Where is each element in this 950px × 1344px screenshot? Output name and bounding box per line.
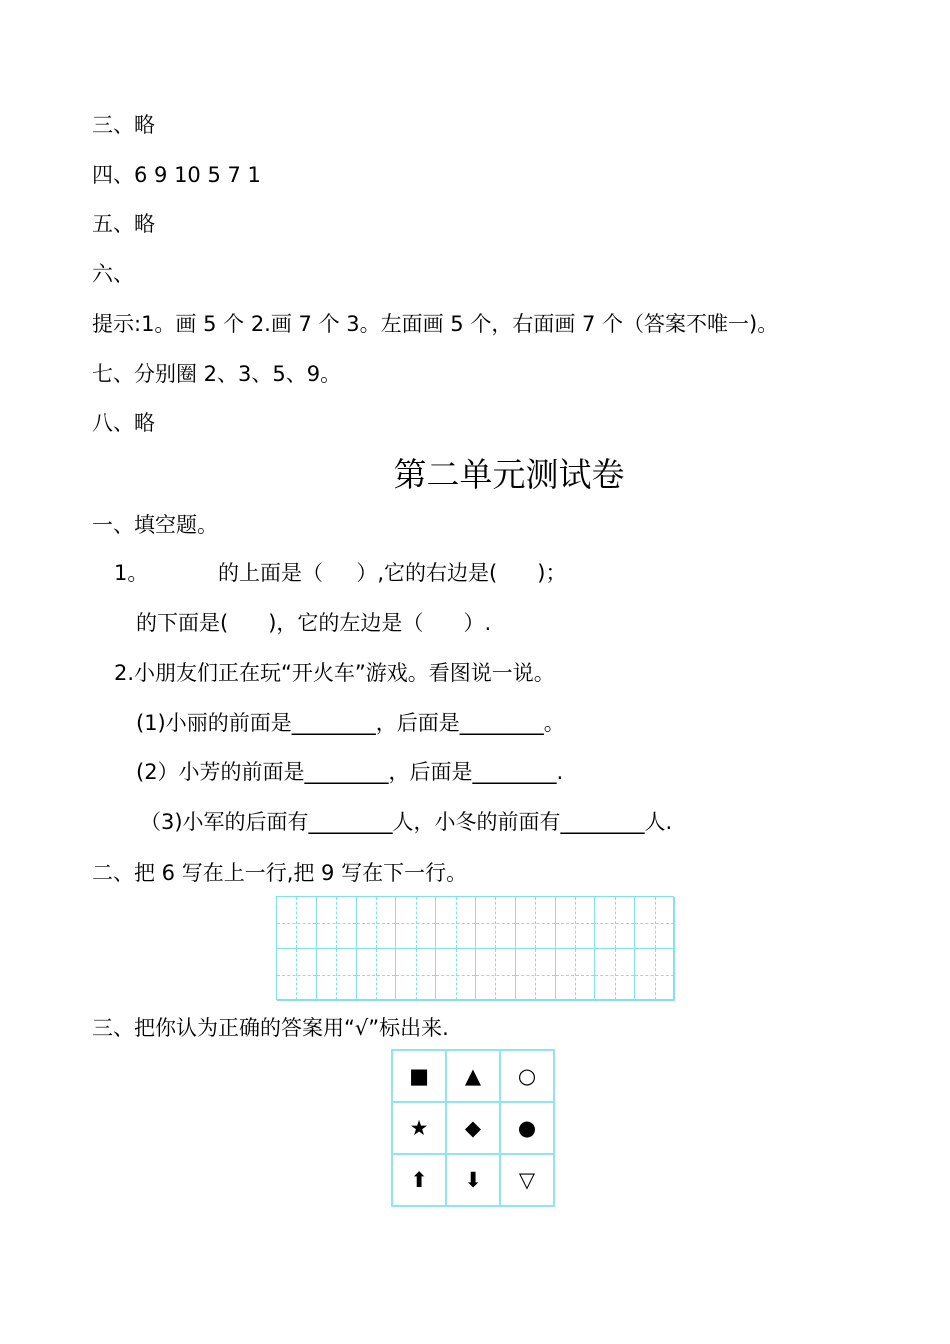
writing-grid-cell[interactable] xyxy=(635,897,675,949)
grid-guide-horizontal xyxy=(595,923,634,924)
triangle-icon[interactable]: ▲ xyxy=(446,1050,500,1102)
grid-guide-horizontal xyxy=(476,975,515,976)
question-2-part-1: (1)小丽的前面是________，后面是________。 xyxy=(136,711,565,735)
writing-grid-cell[interactable] xyxy=(516,949,556,1001)
answer-6-hint: 提示:1。画 5 个 2.画 7 个 3。左面画 5 个，右面画 7 个（答案不唯一)。 xyxy=(92,312,779,336)
grid-guide-horizontal xyxy=(595,975,634,976)
writing-grid xyxy=(276,896,674,1000)
grid-guide-horizontal xyxy=(516,923,555,924)
answer-8: 八、略 xyxy=(92,411,155,435)
writing-grid-cell[interactable] xyxy=(436,949,476,1001)
grid-guide-horizontal xyxy=(476,923,515,924)
answer-3: 三、略 xyxy=(92,113,155,137)
section-1-heading: 一、填空题。 xyxy=(92,513,218,537)
writing-grid-cell[interactable] xyxy=(556,949,596,1001)
writing-grid-cell[interactable] xyxy=(476,949,516,1001)
square-icon[interactable]: ■ xyxy=(392,1050,446,1102)
grid-guide-horizontal xyxy=(436,923,475,924)
circle-outline-icon[interactable]: ○ xyxy=(500,1050,554,1102)
answer-4: 四、6 9 10 5 7 1 xyxy=(92,163,261,187)
writing-grid-cell[interactable] xyxy=(595,949,635,1001)
grid-guide-horizontal xyxy=(635,923,674,924)
grid-guide-horizontal xyxy=(635,975,674,976)
question-2-part-2: (2）小芳的前面是________，后面是________. xyxy=(136,760,564,784)
star-icon[interactable]: ★ xyxy=(392,1102,446,1154)
writing-grid-cell[interactable] xyxy=(277,949,317,1001)
writing-grid-cell[interactable] xyxy=(635,949,675,1001)
writing-grid-cell[interactable] xyxy=(357,897,397,949)
grid-guide-horizontal xyxy=(556,975,595,976)
grid-guide-horizontal xyxy=(396,923,435,924)
circle-filled-icon[interactable]: ● xyxy=(500,1102,554,1154)
writing-grid-cell[interactable] xyxy=(516,897,556,949)
grid-guide-horizontal xyxy=(516,975,555,976)
question-2-part-3: （3)小军的后面有________人，小冬的前面有________人. xyxy=(140,810,673,834)
grid-guide-horizontal xyxy=(277,923,316,924)
grid-guide-horizontal xyxy=(277,975,316,976)
grid-guide-horizontal xyxy=(436,975,475,976)
writing-grid-cell[interactable] xyxy=(317,949,357,1001)
triangle-down-outline-icon[interactable]: ▽ xyxy=(500,1154,554,1206)
answer-7: 七、分别圈 2、3、5、9。 xyxy=(92,362,342,386)
question-1-line-1: 的上面是（ ）,它的右边是( )； xyxy=(218,561,567,585)
arrow-down-icon[interactable]: ⬇ xyxy=(446,1154,500,1206)
writing-grid-cell[interactable] xyxy=(357,949,397,1001)
writing-grid-cell[interactable] xyxy=(476,897,516,949)
section-3-heading: 三、把你认为正确的答案用“√”标出来. xyxy=(92,1016,449,1040)
grid-guide-horizontal xyxy=(357,975,396,976)
writing-grid-cell[interactable] xyxy=(396,949,436,1001)
arrow-up-icon[interactable]: ⬆ xyxy=(392,1154,446,1206)
writing-grid-cell[interactable] xyxy=(556,897,596,949)
writing-grid-cell[interactable] xyxy=(277,897,317,949)
question-1-number: 1。 xyxy=(114,561,149,585)
grid-guide-horizontal xyxy=(396,975,435,976)
grid-guide-horizontal xyxy=(556,923,595,924)
writing-grid-cell[interactable] xyxy=(317,897,357,949)
answer-5: 五、略 xyxy=(92,212,155,236)
diamond-icon[interactable]: ◆ xyxy=(446,1102,500,1154)
writing-grid-cell[interactable] xyxy=(436,897,476,949)
question-2: 2.小朋友们正在玩“开火车”游戏。看图说一说。 xyxy=(114,661,555,685)
answer-6: 六、 xyxy=(92,262,134,286)
grid-guide-horizontal xyxy=(357,923,396,924)
grid-guide-horizontal xyxy=(317,975,356,976)
section-2-heading: 二、把 6 写在上一行,把 9 写在下一行。 xyxy=(92,861,468,885)
page-title: 第二单元测试卷 xyxy=(393,455,625,494)
writing-grid-cell[interactable] xyxy=(396,897,436,949)
grid-guide-horizontal xyxy=(317,923,356,924)
question-1-line-2: 的下面是( )，它的左边是（ ）. xyxy=(136,611,492,635)
writing-grid-cell[interactable] xyxy=(595,897,635,949)
shape-choice-table xyxy=(391,1049,555,1207)
